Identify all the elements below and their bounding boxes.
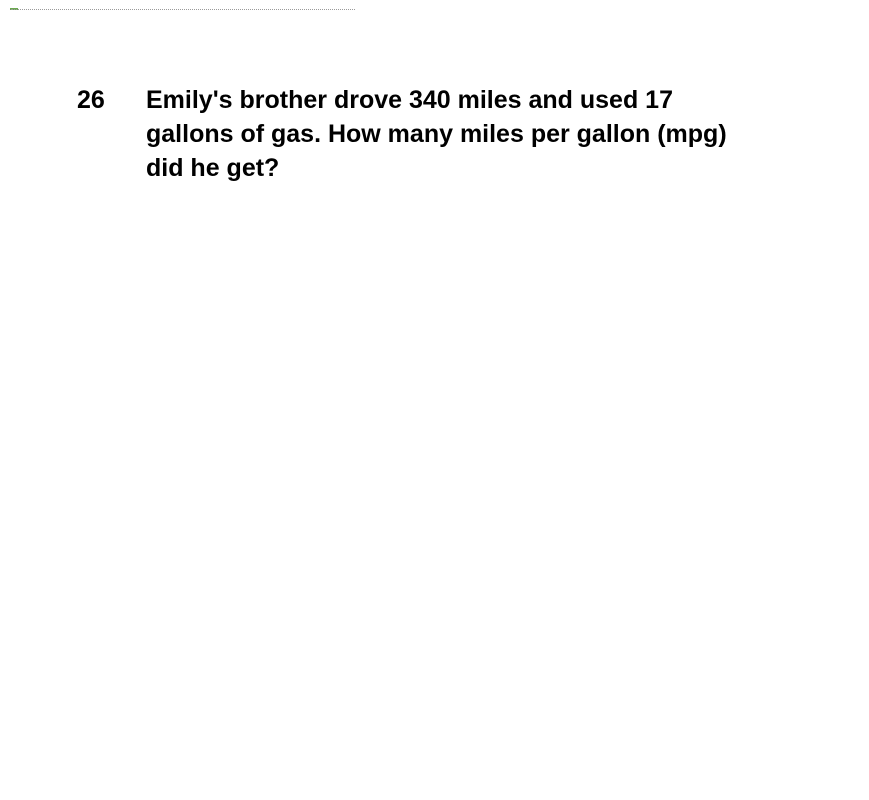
- question-number: 26: [77, 86, 105, 114]
- question-text: Emily's brother drove 340 miles and used 17 gallons of gas. How many miles per gallon (mpg) did he get?: [146, 86, 727, 182]
- header-divider: [11, 9, 355, 10]
